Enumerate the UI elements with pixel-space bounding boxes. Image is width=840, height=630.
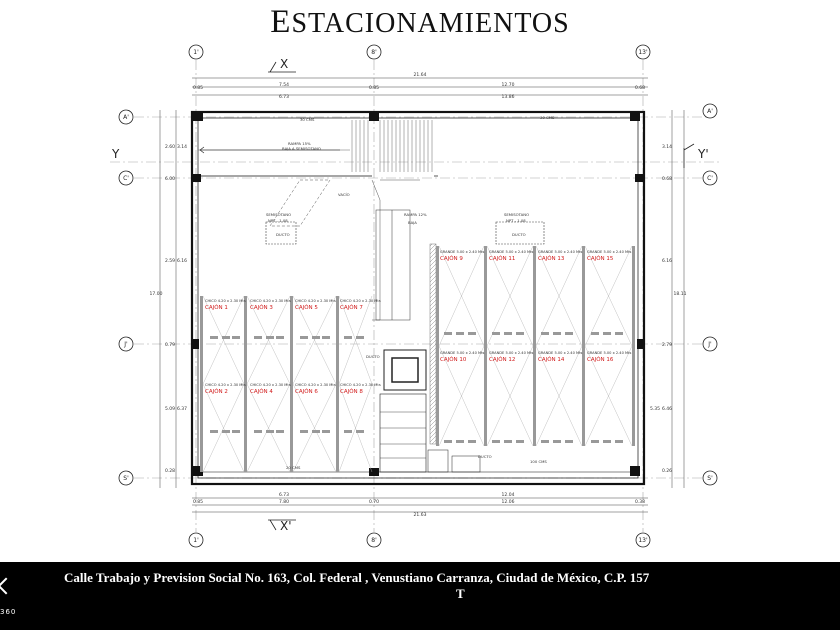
- dim-bottom-total: 21.63: [413, 513, 427, 518]
- dim-left: 3.14: [176, 145, 188, 150]
- dim-left: 6.37: [176, 407, 188, 412]
- dim-bottom: 12.06: [501, 500, 515, 505]
- grid-bubble-label: C': [123, 175, 129, 182]
- stall-label: CAJÓN 14: [538, 357, 565, 363]
- stall-dims: GRANDE 5.00 x 2.40 Mts: [489, 250, 534, 254]
- grid-bubble-label: A': [707, 108, 713, 115]
- grid-bubble-top-13: [636, 45, 650, 59]
- dim-top: 0.68: [634, 86, 646, 91]
- wall-strip: [430, 244, 436, 444]
- vacio-label: VACÍO: [338, 192, 350, 197]
- grid-bubble-label: S': [123, 475, 129, 482]
- stall-dims: CHICO 4.20 x 2.30 Mts: [205, 383, 246, 387]
- rampa-label: RAMPA 15%: [288, 141, 311, 146]
- dim-bottom: 0.38: [634, 500, 646, 505]
- dim-bottom: 0.70: [368, 500, 380, 505]
- dim-bottom: 12.04: [501, 493, 515, 498]
- grid-bubble-label: J': [708, 341, 712, 348]
- stall-dims: GRANDE 5.00 x 2.40 Mts: [587, 351, 632, 355]
- stall-label: CAJÓN 11: [489, 256, 516, 262]
- grid-bubble-label: J': [124, 341, 128, 348]
- stall-dims: CHICO 4.20 x 2.30 Mts: [250, 383, 291, 387]
- grid-bubble-label: S': [707, 475, 713, 482]
- dim-right: 18.11: [673, 292, 687, 297]
- dim-left: 5.09: [164, 407, 176, 412]
- dim-top: 6.73: [278, 95, 290, 100]
- stall-label: CAJÓN 16: [587, 357, 614, 363]
- dim-bottom: 6.73: [278, 493, 290, 498]
- stall-label: CAJÓN 12: [489, 357, 516, 363]
- dim-note: 30 CMS: [540, 115, 555, 120]
- section-mark-x-bottom: X': [280, 519, 292, 533]
- stall-label: CAJÓN 7: [340, 305, 363, 311]
- dim-top-total: 21.64: [413, 73, 427, 78]
- dim-note: 20 CMS: [286, 465, 301, 470]
- grid-bubble-label: 1': [193, 49, 199, 56]
- dim-top: 7.54: [278, 83, 290, 88]
- stall-label: CAJÓN 6: [295, 389, 318, 395]
- dim-top: 12.70: [501, 83, 515, 88]
- section-mark-x-top: X: [280, 57, 289, 71]
- grid-bubble-left-s: [119, 471, 133, 485]
- semisotano-right-label: SEMISOTANO: [504, 212, 530, 217]
- stall-label: CAJÓN 9: [440, 256, 463, 262]
- stall-dims: CHICO 4.20 x 2.30 Mts: [205, 299, 246, 303]
- section-mark-y-left: Y: [112, 147, 120, 161]
- grid-bubble-label: 1': [193, 537, 199, 544]
- stall-dims: CHICO 4.20 x 2.30 Mts: [295, 383, 336, 387]
- grid-bubble-top-8: [367, 45, 381, 59]
- stall-dims: GRANDE 5.00 x 2.40 Mts: [538, 351, 583, 355]
- semisotano-left-label: SEMISOTANO: [266, 212, 292, 217]
- dim-right: 3.14: [661, 145, 673, 150]
- dim-left: 0.79: [164, 343, 176, 348]
- dim-bottom: 7.80: [278, 500, 290, 505]
- dim-left: 6.16: [176, 259, 188, 264]
- dim-right: 0.68: [661, 177, 673, 182]
- grid-bubble-top-1: [189, 45, 203, 59]
- dim-right: 6.46: [661, 407, 673, 412]
- ramp-right-sublabel: BAJA: [408, 220, 417, 225]
- ducto-label: DUCTO: [366, 354, 380, 359]
- stall-dims: GRANDE 5.00 x 2.40 Mts: [440, 250, 485, 254]
- dim-note: 100 CMS: [530, 459, 547, 464]
- grid-bubble-label: 13': [638, 537, 648, 544]
- dimension-lines: [160, 78, 684, 512]
- ducto-label: DUCTO: [512, 232, 526, 237]
- grid-bubble-bottom-8: [367, 533, 381, 547]
- stall-label: CAJÓN 3: [250, 305, 273, 311]
- stall-label: CAJÓN 2: [205, 389, 228, 395]
- stall-label: CAJÓN 5: [295, 305, 318, 311]
- dimension-texts: [150, 72, 687, 518]
- ducto-label: DUCTO: [276, 232, 290, 237]
- grid-bubble-left-j: [119, 337, 133, 351]
- dim-top: 13.86: [501, 95, 515, 100]
- stall-dims: GRANDE 5.00 x 2.40 Mts: [587, 250, 632, 254]
- stall-label: CAJÓN 13: [538, 256, 565, 262]
- stall-label: CAJÓN 4: [250, 389, 273, 395]
- semisotano-right-sublabel: NPT - 1.08: [506, 218, 526, 223]
- grid-bubble-left-a: [119, 110, 133, 124]
- grid-bubble-bottom-13: [636, 533, 650, 547]
- grid-bubble-label: C': [707, 175, 713, 182]
- stall-dims: GRANDE 5.00 x 2.40 Mts: [440, 351, 485, 355]
- title-rest: STACIONAMIENTOS: [291, 8, 570, 39]
- stall-dims: CHICO 4.20 x 2.30 Mts: [295, 299, 336, 303]
- dim-bottom: 0.85: [192, 500, 204, 505]
- stall-dims: GRANDE 5.00 x 2.40 Mts: [538, 250, 583, 254]
- grid-bubble-label: A': [123, 114, 129, 121]
- dim-left: 17.00: [149, 292, 163, 297]
- grid-bubble-right-c: [703, 171, 717, 185]
- grid-bubble-right-a: [703, 104, 717, 118]
- address-continuation: T: [456, 586, 465, 601]
- dim-right: 2.79: [661, 343, 673, 348]
- ducto-label: DUCTO: [478, 454, 492, 459]
- stall-dims: CHICO 4.20 x 2.30 Mts: [250, 299, 291, 303]
- wheel-stops: [210, 332, 623, 443]
- grid-bubble-left-c: [119, 171, 133, 185]
- stall-dims: GRANDE 5.00 x 2.40 Mts: [489, 351, 534, 355]
- semisotano-areas: [266, 222, 544, 244]
- central-stair: [376, 210, 410, 320]
- stall-dims: CHICO 4.20 x 2.30 Mts: [340, 383, 381, 387]
- dim-top: 0.85: [192, 86, 204, 91]
- stall-label: CAJÓN 10: [440, 357, 467, 363]
- grid-bubble-bottom-1: [189, 533, 203, 547]
- section-mark-y-right: Y': [698, 147, 709, 161]
- brand-logo-text: 360: [0, 608, 17, 616]
- building-walls: [192, 112, 644, 484]
- address-text: Calle Trabajo y Prevision Social No. 163, Col. Federal , Venustiano Carranza, Ciudad de México, C.P. 157: [64, 570, 650, 585]
- grid-bubble-right-j: [703, 337, 717, 351]
- stall-separators-right: [436, 246, 635, 446]
- semisotano-left-sublabel: NPT - 1.08: [268, 218, 288, 223]
- footer-bar: [0, 562, 840, 630]
- dim-left: 2.59: [164, 259, 176, 264]
- grid-bubble-label: 8': [371, 49, 377, 56]
- logo-icon: [0, 578, 14, 595]
- grid-bubble-right-s: [703, 471, 717, 485]
- dim-left: 6.00: [164, 177, 176, 182]
- ramp-right-label: RAMPA 12%: [404, 212, 427, 217]
- dim-right: 0.26: [661, 469, 673, 474]
- stall-label: CAJÓN 15: [587, 256, 614, 262]
- dim-note: 30 CMS: [300, 117, 315, 122]
- stall-label: CAJÓN 8: [340, 389, 363, 395]
- dim-right: 6.16: [661, 259, 673, 264]
- dim-left: 2.60: [164, 145, 176, 150]
- dim-top: 0.85: [368, 86, 380, 91]
- grid-bubble-label: 8': [371, 537, 377, 544]
- stall-dims: CHICO 4.20 x 2.30 Mts: [340, 299, 381, 303]
- rampa-sublabel: BAJA A SEMISOTANO: [282, 146, 321, 151]
- stall-label: CAJÓN 1: [205, 305, 228, 311]
- title-initial: E: [270, 4, 292, 40]
- columns: [193, 113, 643, 476]
- dim-right: 5.35: [649, 407, 661, 412]
- dim-left: 0.28: [164, 469, 176, 474]
- grid-bubble-label: 13': [638, 49, 648, 56]
